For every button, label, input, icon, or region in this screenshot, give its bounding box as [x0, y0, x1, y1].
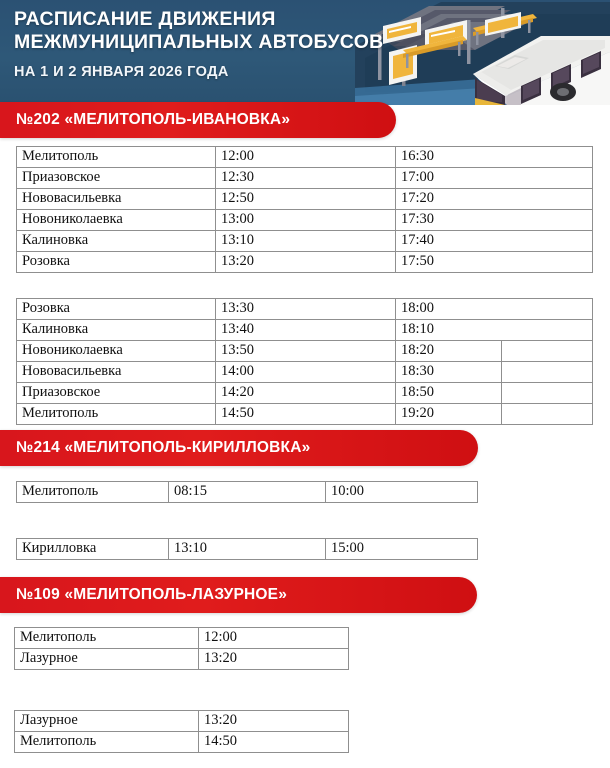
departure-time-1: 12:30	[216, 168, 396, 189]
table-cell-spacer	[502, 362, 593, 383]
stop-name: Нововасильевка	[17, 189, 216, 210]
route-header-214	[0, 430, 478, 466]
table-row	[15, 628, 349, 649]
departure-time-1: 14:00	[216, 362, 396, 383]
table-row	[17, 404, 593, 425]
departure-time-1: 13:20	[199, 649, 349, 670]
stop-name: Новониколаевка	[17, 210, 216, 231]
departure-time-2: 10:00	[326, 482, 478, 503]
stop-name: Мелитополь	[17, 404, 216, 425]
table-row	[17, 482, 478, 503]
table-row	[17, 189, 593, 210]
departure-time-1: 13:00	[216, 210, 396, 231]
stop-name: Калиновка	[17, 231, 216, 252]
departure-time-2: 18:50	[396, 383, 502, 404]
table-row	[17, 299, 593, 320]
stop-name: Кирилловка	[17, 539, 169, 560]
table-row	[17, 341, 593, 362]
departure-time-2: 17:00	[396, 168, 593, 189]
departure-time-1: 13:10	[216, 231, 396, 252]
schedule-table-214-forward	[16, 481, 478, 503]
route-header-214-label: №214 «МЕЛИТОПОЛЬ-КИРИЛЛОВКА»	[16, 439, 311, 456]
schedule-table-214-return	[16, 538, 478, 560]
table-row	[17, 210, 593, 231]
stop-name: Мелитополь	[17, 482, 169, 503]
stop-name: Розовка	[17, 252, 216, 273]
table-row	[17, 252, 593, 273]
table-row	[17, 362, 593, 383]
departure-time-1: 13:10	[169, 539, 326, 560]
schedule-table-202-return	[16, 298, 593, 425]
header-banner	[0, 0, 610, 105]
departure-time-2: 17:40	[396, 231, 593, 252]
stop-name: Розовка	[17, 299, 216, 320]
schedule-table-202-forward	[16, 146, 593, 273]
departure-time-2: 17:20	[396, 189, 593, 210]
stop-name: Мелитополь	[15, 628, 199, 649]
route-header-202-label: №202 «МЕЛИТОПОЛЬ-ИВАНОВКА»	[16, 111, 291, 128]
stop-name: Калиновка	[17, 320, 216, 341]
table-cell-spacer	[502, 383, 593, 404]
table-row	[17, 231, 593, 252]
table-row	[17, 168, 593, 189]
departure-time-1: 13:20	[199, 711, 349, 732]
departure-time-2: 18:20	[396, 341, 502, 362]
stop-name: Нововасильевка	[17, 362, 216, 383]
title-line-2: МЕЖМУНИЦИПАЛЬНЫХ АВТОБУСОВ	[14, 31, 384, 53]
departure-time-1: 08:15	[169, 482, 326, 503]
table-cell-spacer	[502, 341, 593, 362]
stop-name: Мелитополь	[17, 147, 216, 168]
departure-time-2: 18:00	[396, 299, 593, 320]
table-row	[17, 539, 478, 560]
table-row	[15, 649, 349, 670]
table-row	[17, 147, 593, 168]
departure-time-2: 19:20	[396, 404, 502, 425]
departure-time-1: 14:50	[199, 732, 349, 753]
table-row	[17, 320, 593, 341]
schedule-table-109-return	[14, 710, 349, 753]
table-row	[15, 732, 349, 753]
departure-time-2: 17:50	[396, 252, 593, 273]
stop-name: Лазурное	[15, 649, 199, 670]
route-header-109-label: №109 «МЕЛИТОПОЛЬ-ЛАЗУРНОЕ»	[16, 586, 288, 603]
title-line-1: РАСПИСАНИЕ ДВИЖЕНИЯ	[14, 8, 276, 30]
departure-time-2: 15:00	[326, 539, 478, 560]
departure-time-1: 13:20	[216, 252, 396, 273]
departure-time-1: 14:50	[216, 404, 396, 425]
departure-time-2: 18:30	[396, 362, 502, 383]
route-header-202	[0, 102, 396, 138]
page-title	[14, 8, 434, 82]
title-subtitle: НА 1 И 2 ЯНВАРЯ 2026 ГОДА	[14, 64, 229, 80]
stop-name: Приазовское	[17, 383, 216, 404]
departure-time-1: 13:40	[216, 320, 396, 341]
stop-name: Лазурное	[15, 711, 199, 732]
departure-time-1: 12:00	[216, 147, 396, 168]
departure-time-1: 12:00	[199, 628, 349, 649]
departure-time-1: 13:50	[216, 341, 396, 362]
departure-time-2: 16:30	[396, 147, 593, 168]
departure-time-1: 13:30	[216, 299, 396, 320]
departure-time-1: 12:50	[216, 189, 396, 210]
departure-time-1: 14:20	[216, 383, 396, 404]
departure-time-2: 18:10	[396, 320, 593, 341]
stop-name: Мелитополь	[15, 732, 199, 753]
table-row	[17, 383, 593, 404]
departure-time-2: 17:30	[396, 210, 593, 231]
route-header-109	[0, 577, 477, 613]
table-row	[15, 711, 349, 732]
schedule-table-109-forward	[14, 627, 349, 670]
table-cell-spacer	[502, 404, 593, 425]
stop-name: Приазовское	[17, 168, 216, 189]
stop-name: Новониколаевка	[17, 341, 216, 362]
